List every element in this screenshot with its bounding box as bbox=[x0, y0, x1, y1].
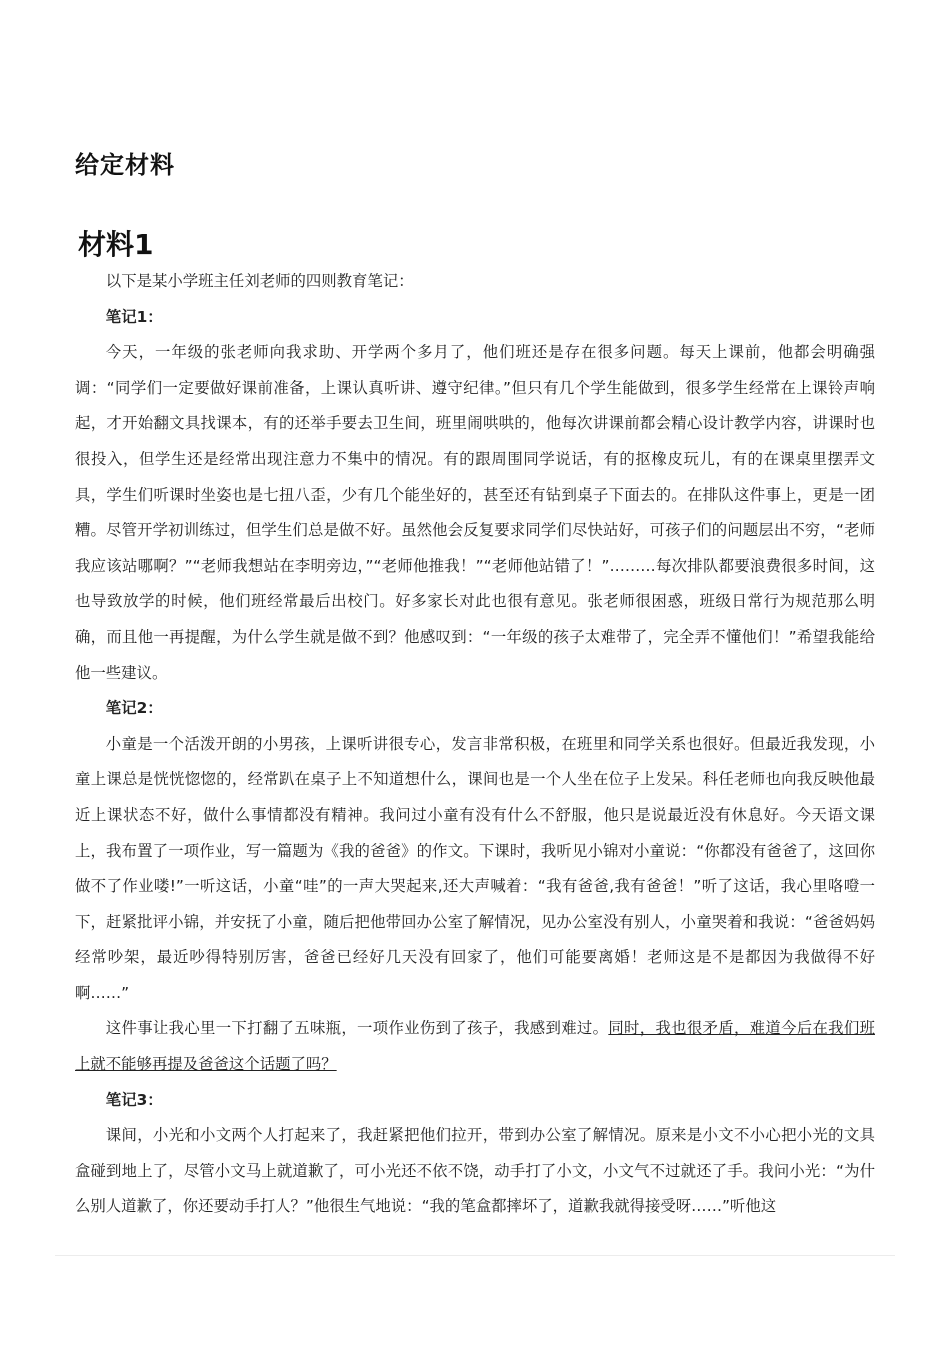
page-bottom-divider bbox=[55, 1255, 895, 1256]
note3-label: 笔记3： bbox=[105, 1090, 163, 1109]
note2-plain-text: 这件事让我心里一下打翻了五味瓶，一项作业伤到了孩子，我感到难过。 bbox=[105, 1019, 609, 1038]
intro-paragraph: 以下是某小学班主任刘老师的四则教育笔记： bbox=[105, 272, 414, 290]
note1-paragraph: 今天，一年级的张老师向我求助、开学两个多月了，他们班还是存在很多问题。每天上课前，他都会明确强调：“同学们一定要做好课前准备，上课认真听讲、遵守纪律。”但只有几个学生能做到，很多学生经常在上课铃声响起，才开始翻文具找课本，有的还举手要去卫生间，班里闹哄哄的，他每次讲课前都会精心设计教学内容，讲课时也很投入，但学生还是经常出现注意力不集中的情况。有的跟周围同学说话，有的抠橡皮玩儿，有的在课桌里摆弄文具，学生们听课时坐姿也是七扭八歪，少有几个能坐好的，甚至还有钻到桌子下面去的。在排队这件事上，更是一团糟。尽管开学初训练过，但学生们总是做不好。虽然他会反复要求同学们尽快站好，可孩子们的问题层出不穷，“老师我应该站哪啊？”“老师我想站在李明旁边，”“老师他推我！”“老师他站错了！”………每次排队都要浪费很多时间，这也导致放学的时候，他们班经常最后出校门。好多家长对此也很有意见。张老师很困惑，班级日常行为规范那么明确，而且他一再提醒，为什么学生就是做不到？他感叹到：“一年级的孩子太难带了，完全弄不懂他们！”希望我能给他一些建议。 bbox=[75, 343, 875, 682]
note2-label: 笔记2： bbox=[105, 699, 163, 718]
note2-paragraph-2 bbox=[75, 1011, 875, 1082]
note2-underlined-text: 同时，我也很矛盾，难道今后在我们班上就不能够再提及爸爸这个话题了吗？ bbox=[75, 1019, 875, 1074]
note2-paragraph: 小童是一个活泼开朗的小男孩，上课听讲很专心，发言非常积极，在班里和同学关系也很好。但最近我发现，小童上课总是恍恍惚惚的，经常趴在桌子上不知道想什么，课间也是一个人坐在位子上发呆。科任老师也向我反映他最近上课状态不好，做什么事情都没有精神。我问过小童有没有什么不舒服，他只是说最近没有休息好。今天语文课上，我布置了一项作业，写一篇题为《我的爸爸》的作文。下课时，我听见小锦对小童说：“你都没有爸爸了，这回你做不了作业喽!”一听这话，小童“哇”的一声大哭起来,还大声喊着：“我有爸爸,我有爸爸！”听了这话，我心里咯噔一下，赶紧批评小锦，并安抚了小童，随后把他带回办公室了解情况，见办公室没有别人，小童哭着和我说：“爸爸妈妈经常吵架，最近吵得特别厉害，爸爸已经好几天没有回家了，他们可能要离婚！老师这是不是都因为我做得不好啊……” bbox=[75, 734, 875, 1002]
section-title: 给定材料 bbox=[75, 151, 175, 179]
material-body bbox=[75, 264, 875, 1225]
note1-label: 笔记1： bbox=[105, 307, 163, 326]
note3-paragraph: 课间，小光和小文两个人打起来了，我赶紧把他们拉开，带到办公室了解情况。原来是小文不小心把小光的文具盒碰到地上了，尽管小文马上就道歉了，可小光还不依不饶，动手打了小文，小文气不过就还了手。我问小光：“为什么别人道歉了，你还要动手打人？”他很生气地说：“我的笔盒都摔坏了，道歉我就得接受呀……”听他这 bbox=[75, 1126, 875, 1216]
material-title: 材料1 bbox=[78, 228, 154, 261]
